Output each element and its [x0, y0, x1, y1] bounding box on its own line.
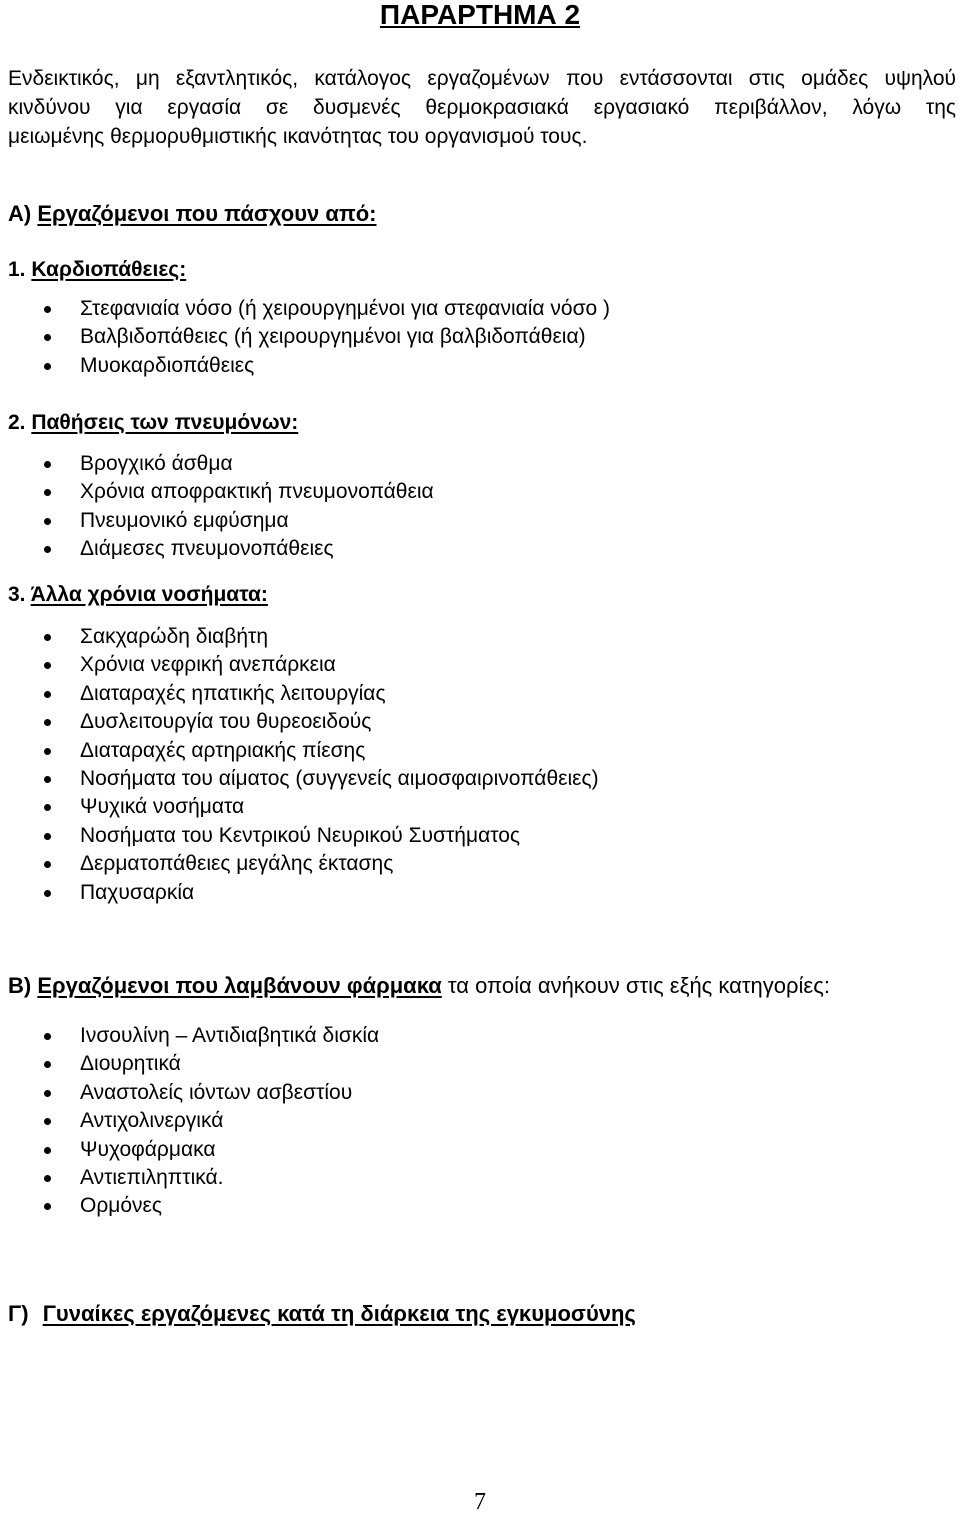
group-2-list: [0, 450, 434, 564]
section-c-prefix: Γ): [8, 1301, 29, 1326]
bullet-icon: [44, 306, 51, 313]
group-1-list: [0, 295, 610, 380]
bullet-icon: [44, 861, 51, 868]
bullet-icon: [44, 662, 51, 669]
section-a-title: Εργαζόμενοι που πάσχουν από:: [37, 201, 377, 226]
list-item: Διάμεσες πνευμονοπάθειες: [0, 535, 434, 563]
section-b-prefix: Β): [8, 973, 32, 998]
list-item: Αναστολείς ιόντων ασβεστίου: [0, 1079, 379, 1107]
group-3-list: [0, 623, 599, 907]
list-item: Αντιχολινεργικά: [0, 1107, 379, 1135]
bullet-icon: [44, 833, 51, 840]
bullet-icon: [44, 546, 51, 553]
list-item: Διαταραχές ηπατικής λειτουργίας: [0, 680, 599, 708]
bullet-icon: [44, 518, 51, 525]
bullet-icon: [44, 1061, 51, 1068]
section-c-title: Γυναίκες εργαζόμενες κατά τη διάρκεια της εγκυμοσύνης: [42, 1301, 636, 1326]
list-item: Χρόνια αποφρακτική πνευμονοπάθεια: [0, 478, 434, 506]
group-2-heading: [8, 410, 298, 436]
section-b-list: [0, 1022, 379, 1221]
group-1-heading: [8, 257, 186, 283]
bullet-icon: [44, 748, 51, 755]
section-a-prefix: Α): [8, 201, 32, 226]
list-item: Ψυχικά νοσήματα: [0, 793, 599, 821]
bullet-icon: [44, 691, 51, 698]
bullet-icon: [44, 334, 51, 341]
list-item: Πνευμονικό εμφύσημα: [0, 507, 434, 535]
list-item: Ινσουλίνη – Αντιδιαβητικά δισκία: [0, 1022, 379, 1050]
group-title: Καρδιοπάθειες:: [31, 258, 187, 281]
list-item: Δερματοπάθειες μεγάλης έκτασης: [0, 850, 599, 878]
list-item: Χρόνια νεφρική ανεπάρκεια: [0, 651, 599, 679]
intro-line: μειωμένης θερμορυθμιστικής ικανότητας του οργανισμού τους.: [8, 125, 588, 148]
bullet-icon: [44, 1147, 51, 1154]
bullet-icon: [44, 719, 51, 726]
intro-line: κινδύνου για εργασία σε δυσμενές θερμοκρασιακά εργασιακό περιβάλλον, λόγω της: [8, 96, 956, 119]
bullet-icon: [44, 1090, 51, 1097]
bullet-icon: [44, 1175, 51, 1182]
section-b-tail: τα οποία ανήκουν στις εξής κατηγορίες:: [447, 973, 830, 998]
list-item: Αντιεπιληπτικά.: [0, 1164, 379, 1192]
bullet-icon: [44, 634, 51, 641]
section-b-title: Εργαζόμενοι που λαμβάνουν φάρμακα: [37, 973, 442, 998]
bullet-icon: [44, 1203, 51, 1210]
intro-paragraph: [8, 64, 956, 151]
bullet-icon: [44, 1118, 51, 1125]
group-title: Παθήσεις των πνευμόνων:: [31, 411, 299, 434]
list-item: Βρογχικό άσθμα: [0, 450, 434, 478]
list-item: Διαταραχές αρτηριακής πίεσης: [0, 737, 599, 765]
list-item: Δυσλειτουργία του θυρεοειδούς: [0, 708, 599, 736]
group-number: 1.: [8, 258, 26, 281]
list-item: Νοσήματα του Κεντρικού Νευρικού Συστήματος: [0, 822, 599, 850]
list-item: Σακχαρώδη διαβήτη: [0, 623, 599, 651]
intro-line: Ενδεικτικός, μη εξαντλητικός, κατάλογος εργαζομένων που εντάσσονται στις ομάδες υψηλού: [8, 67, 956, 90]
group-number: 3.: [8, 583, 26, 606]
group-title: Άλλα χρόνια νοσήματα:: [30, 583, 268, 606]
group-3-heading: [8, 582, 268, 608]
bullet-icon: [44, 890, 51, 897]
bullet-icon: [44, 461, 51, 468]
list-item: Ψυχοφάρμακα: [0, 1136, 379, 1164]
bullet-icon: [44, 1033, 51, 1040]
list-item: Ορμόνες: [0, 1192, 379, 1220]
section-c-heading: [8, 1301, 636, 1327]
bullet-icon: [44, 804, 51, 811]
list-item: Στεφανιαία νόσο (ή χειρουργημένοι για στεφανιαία νόσο ): [0, 295, 610, 323]
page-title: ΠΑΡΑΡΤΗΜΑ 2: [379, 0, 581, 30]
list-item: Νοσήματα του αίματος (συγγενείς αιμοσφαιρινοπάθειες): [0, 765, 599, 793]
list-item: Διουρητικά: [0, 1050, 379, 1078]
bullet-icon: [44, 363, 51, 370]
bullet-icon: [44, 489, 51, 496]
list-item: Μυοκαρδιοπάθειες: [0, 352, 610, 380]
list-item: Παχυσαρκία: [0, 879, 599, 907]
section-a-heading: [8, 201, 377, 227]
list-item: Βαλβιδοπάθειες (ή χειρουργημένοι για βαλβιδοπάθεια): [0, 323, 610, 351]
group-number: 2.: [8, 411, 26, 434]
bullet-icon: [44, 776, 51, 783]
page-number: 7: [474, 1489, 486, 1515]
section-b-heading: [8, 973, 830, 999]
